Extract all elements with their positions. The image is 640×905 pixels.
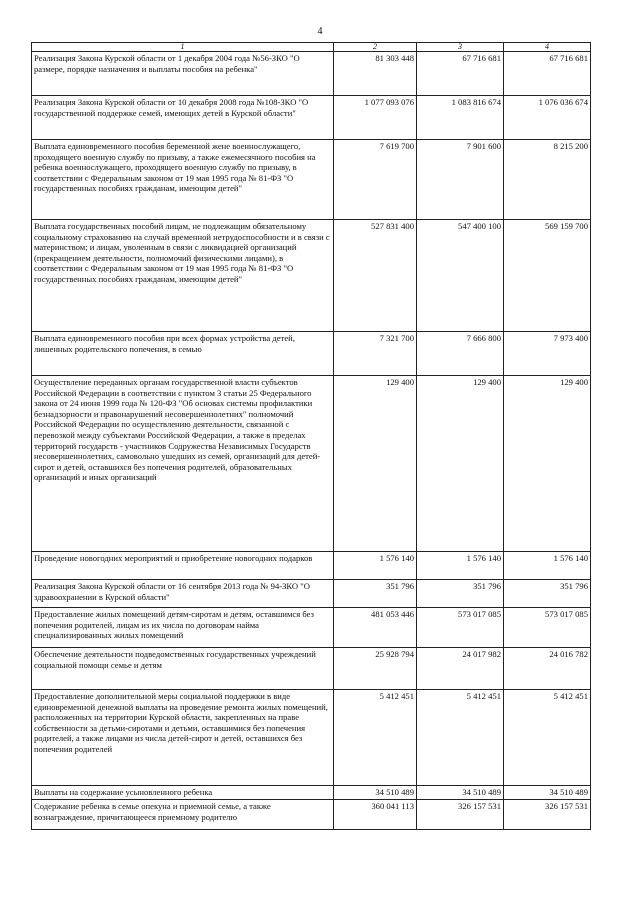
table-row [32, 332, 591, 376]
row-value-col4: 8 215 200 [504, 140, 591, 220]
row-value-col2: 129 400 [334, 376, 417, 552]
column-header-2: 2 [334, 43, 417, 52]
row-value-col2: 1 576 140 [334, 552, 417, 580]
row-value-col4: 1 576 140 [504, 552, 591, 580]
row-value-col4: 67 716 681 [504, 52, 591, 96]
row-value-col2: 351 796 [334, 580, 417, 608]
row-description: Выплаты на содержание усыновленного ребенка [32, 786, 334, 800]
row-value-col2: 1 077 093 076 [334, 96, 417, 140]
column-header-4: 4 [504, 43, 591, 52]
row-value-col3: 34 510 489 [417, 786, 504, 800]
row-description: Осуществление переданных органам государственной власти субъектов Российской Федерации в соответствии с пунктом 3 статьи 25 Федерального закона от 24 июня 1999 года № 120-ФЗ "Об основах системы профилактики безнадзорности и правонарушений несовершеннолетних" полномочий Российской Федерации по осуществлению деятельности, связанной с перевозкой между субъектами Российской Федерации, а также в пределах территорий государств - участников Содружества Независимых Государств несовершеннолетних, самовольно ушедших из семей, организаций для детей-сирот и детей, оставшихся без попечения родителей, образовательных организаций и иных организаций [32, 376, 334, 552]
row-value-col3: 5 412 451 [417, 690, 504, 786]
row-value-col4: 129 400 [504, 376, 591, 552]
table-row [32, 552, 591, 580]
row-description: Реализация Закона Курской области от 10 декабря 2008 года №108-ЗКО "О государственной поддержке семей, имеющих детей в Курской области" [32, 96, 334, 140]
row-description: Реализация Закона Курской области от 16 сентября 2013 года № 94-ЗКО "О здравоохранении в Курской области" [32, 580, 334, 608]
table-row [32, 96, 591, 140]
table-row [32, 220, 591, 332]
row-value-col4: 326 157 531 [504, 800, 591, 830]
row-value-col2: 7 619 700 [334, 140, 417, 220]
table-row [32, 52, 591, 96]
table-row [32, 648, 591, 690]
row-description: Проведение новогодних мероприятий и приобретение новогодних подарков [32, 552, 334, 580]
table-row [32, 786, 591, 800]
row-value-col4: 34 510 489 [504, 786, 591, 800]
row-value-col3: 1 083 816 674 [417, 96, 504, 140]
row-value-col3: 351 796 [417, 580, 504, 608]
header-row [32, 43, 591, 52]
row-value-col4: 7 973 400 [504, 332, 591, 376]
row-value-col3: 326 157 531 [417, 800, 504, 830]
row-value-col3: 547 400 100 [417, 220, 504, 332]
row-value-col2: 527 831 400 [334, 220, 417, 332]
row-description: Выплата государственных пособий лицам, не подлежащим обязательному социальному страхованию на случай временной нетрудоспособности и в связи с материнством; и лицам, уволенным в связи с ликвидацией организаций (прекращением деятельности, полномочий физическими лицами), в соответствии с Федеральным законом от 19 мая 1995 года № 81-ФЗ "О государственных пособиях гражданам, имеющим детей" [32, 220, 334, 332]
row-value-col3: 7 901 600 [417, 140, 504, 220]
row-description: Обеспечение деятельности подведомственных государственных учреждений социальной помощи семье и детям [32, 648, 334, 690]
row-value-col3: 573 017 085 [417, 608, 504, 648]
row-description: Предоставление жилых помещений детям-сиротам и детям, оставшимся без попечения родителей, лицам из их числа по договорам найма специализированных жилых помещений [32, 608, 334, 648]
row-value-col3: 1 576 140 [417, 552, 504, 580]
row-value-col3: 129 400 [417, 376, 504, 552]
row-value-col3: 67 716 681 [417, 52, 504, 96]
budget-table [31, 42, 591, 830]
table-row [32, 608, 591, 648]
row-value-col4: 569 159 700 [504, 220, 591, 332]
row-value-col2: 34 510 489 [334, 786, 417, 800]
column-header-3: 3 [417, 43, 504, 52]
row-value-col2: 360 041 113 [334, 800, 417, 830]
row-value-col4: 5 412 451 [504, 690, 591, 786]
row-description: Реализация Закона Курской области от 1 декабря 2004 года №56-ЗКО "О размере, порядке назначения и выплаты пособия на ребенка" [32, 52, 334, 96]
row-value-col3: 24 017 982 [417, 648, 504, 690]
table-row [32, 800, 591, 830]
table-row [32, 376, 591, 552]
row-value-col2: 25 928 794 [334, 648, 417, 690]
row-value-col4: 24 016 782 [504, 648, 591, 690]
row-value-col2: 481 053 446 [334, 608, 417, 648]
row-value-col2: 5 412 451 [334, 690, 417, 786]
row-description: Предоставление дополнительной меры социальной поддержки в виде единовременной денежной выплаты на проведение ремонта жилых помещений, расположенных на территории Курской области, закрепленных на праве собственности за детьми-сиротами и детьми, оставшимися без попечения родителей, а также лицами из числа детей-сирот и детей, оставшихся без попечения родителей [32, 690, 334, 786]
table-row [32, 690, 591, 786]
table-row [32, 580, 591, 608]
row-description: Содержание ребенка в семье опекуна и приемной семье, а также вознаграждение, причитающееся приемному родителю [32, 800, 334, 830]
row-description: Выплата единовременного пособия при всех формах устройства детей, лишенных родительского попечения, в семью [32, 332, 334, 376]
row-value-col2: 81 303 448 [334, 52, 417, 96]
page-number: 4 [317, 26, 323, 37]
row-description: Выплата единовременного пособия беременной жене военнослужащего, проходящего военную службу по призыву, а также ежемесячного пособия на ребенка военнослужащего, проходящего военную службу по призыву, в соответствии с Федеральным законом от 19 мая 1995 года № 81-ФЗ "О государственных пособиях гражданам, имеющим детей" [32, 140, 334, 220]
row-value-col4: 573 017 085 [504, 608, 591, 648]
row-value-col4: 351 796 [504, 580, 591, 608]
table-row [32, 140, 591, 220]
column-header-1: 1 [32, 43, 334, 52]
row-value-col2: 7 321 700 [334, 332, 417, 376]
row-value-col4: 1 076 036 674 [504, 96, 591, 140]
row-value-col3: 7 666 800 [417, 332, 504, 376]
